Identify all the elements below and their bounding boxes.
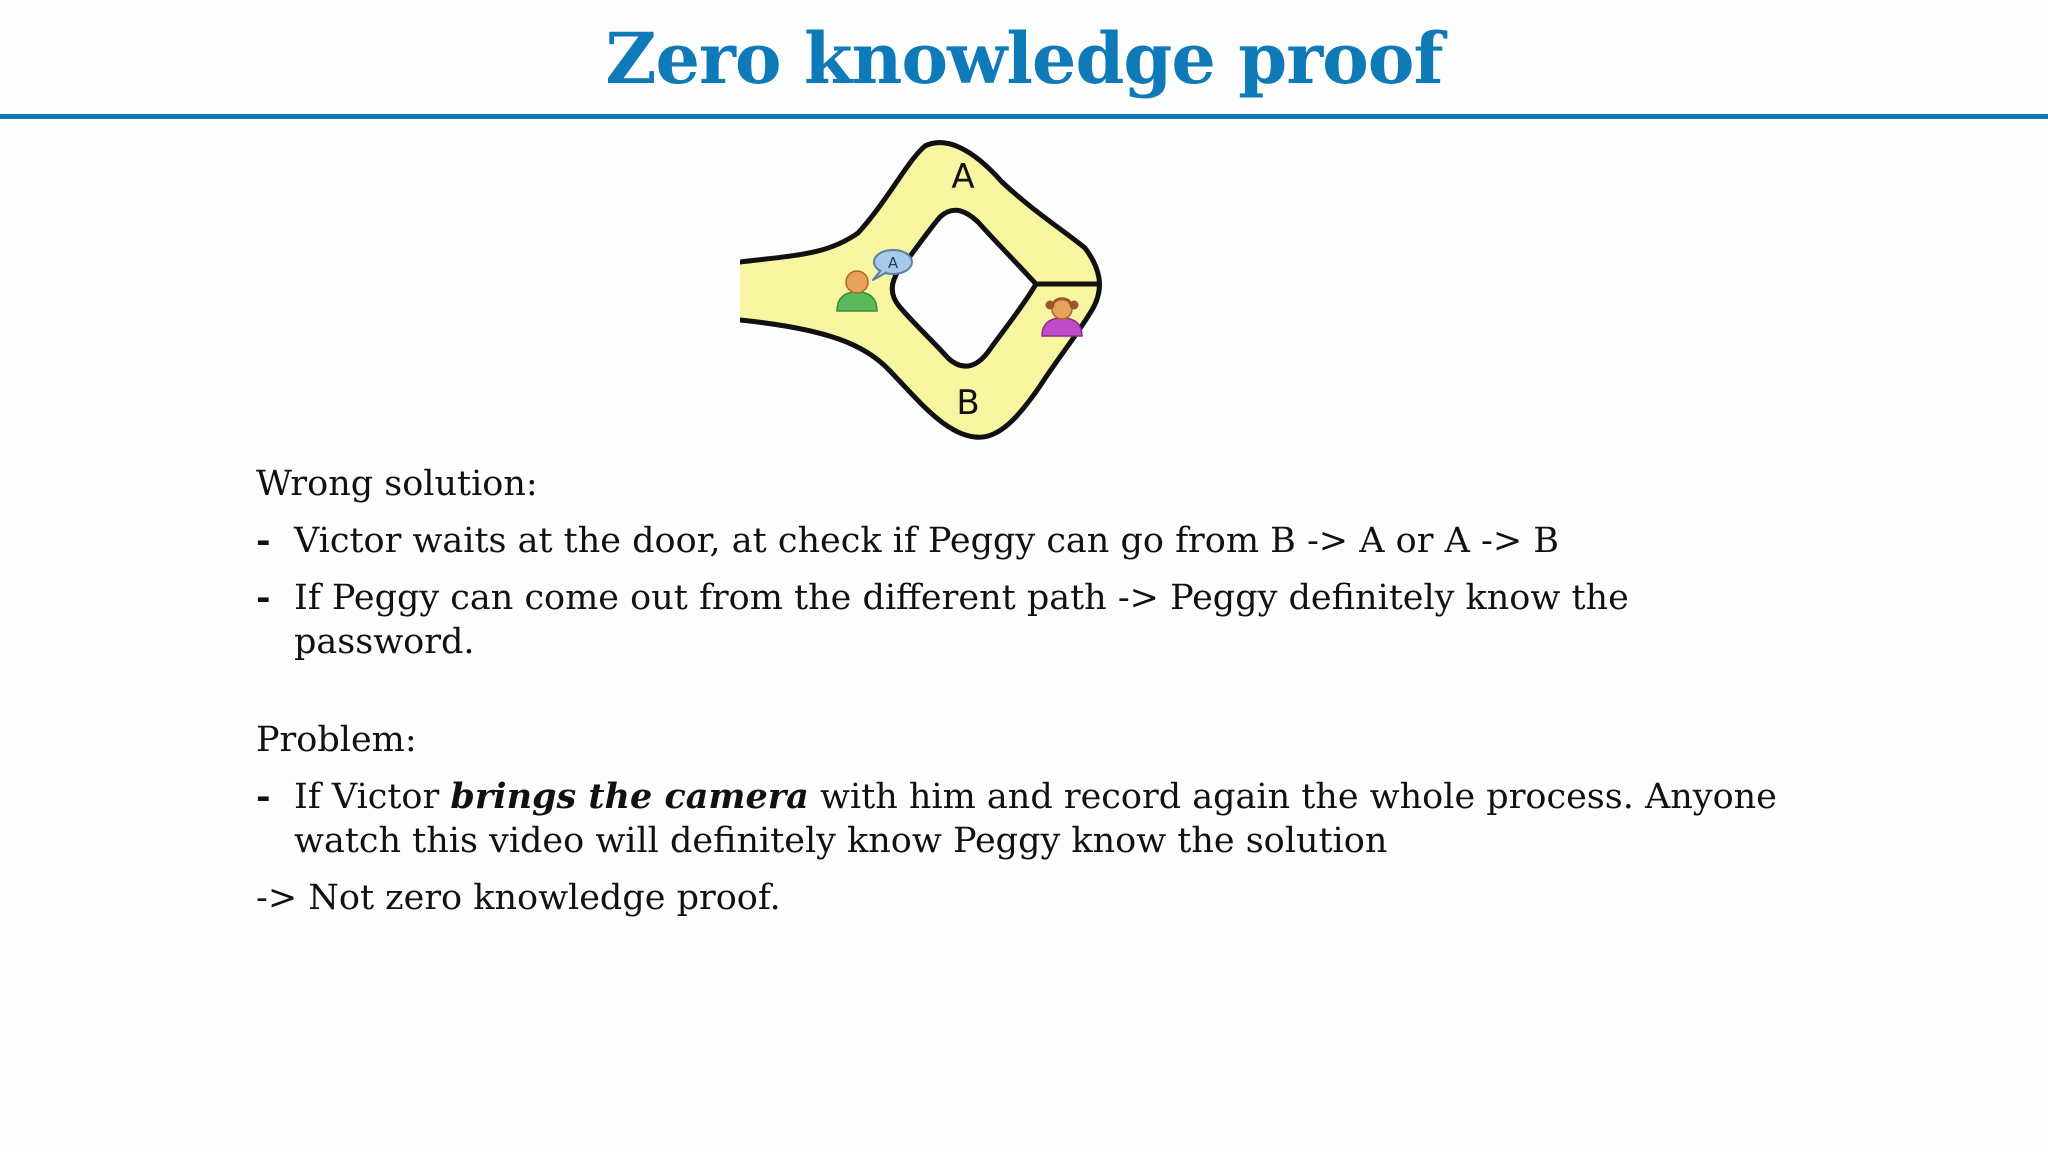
wrong-solution-heading: Wrong solution: — [256, 464, 538, 504]
bullet-text-suffix: with him and record again the whole process. Anyone watch this video will definitely know Peggy know the solution — [294, 777, 1777, 861]
section-spacer — [256, 664, 1816, 718]
bullet-marker: - — [256, 577, 271, 618]
list-item — [256, 775, 1816, 863]
bullet-text: If Peggy can come out from the different path -> Peggy definitely know the password. — [294, 578, 1629, 662]
path-label-b: B — [956, 383, 980, 423]
bullet-text: Victor waits at the door, at check if Peggy can go from B -> A or A -> B — [294, 521, 1559, 561]
speech-bubble-label: A — [887, 254, 899, 272]
slide-title: Zero knowledge proof — [605, 17, 1443, 100]
bullet-text-emphasis: brings the camera — [450, 776, 809, 817]
cave-diagram — [740, 138, 1120, 448]
path-label-a: A — [951, 157, 975, 197]
list-item — [256, 576, 1816, 664]
list-item — [256, 519, 1816, 563]
bullet-marker: - — [256, 776, 271, 817]
problem-heading: Problem: — [256, 720, 417, 760]
conclusion-line: -> Not zero knowledge proof. — [256, 878, 781, 918]
bullet-marker: - — [256, 520, 271, 561]
slide-body — [256, 462, 1816, 920]
title-divider — [0, 114, 2048, 119]
bullet-text-prefix: If Victor — [294, 777, 451, 817]
